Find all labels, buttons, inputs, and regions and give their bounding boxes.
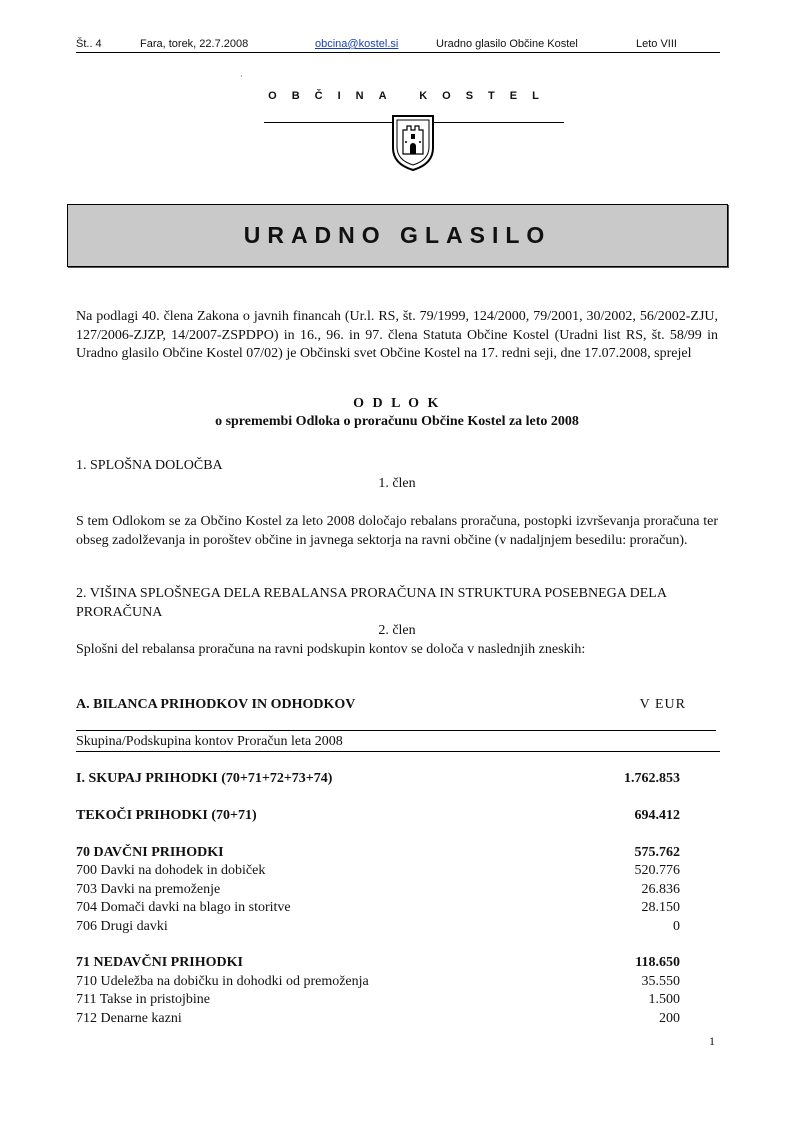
table-row [76,1011,680,1029]
coat-of-arms-icon [389,114,437,177]
row-label: 71 NEDAVČNI PRIHODKI [76,955,243,970]
table-title [76,697,716,713]
row-value: 1.500 [648,992,680,1007]
row-label: 700 Davki na dohodek in dobiček [76,863,266,878]
table-row [76,808,680,826]
table-row [76,863,680,881]
row-value: 694.412 [634,808,680,823]
section2-heading: 2. VIŠINA SPLOŠNEGA DELA REBALANSA PRORAČUNA IN STRUKTURA POSEBNEGA DELA PRORAČUNA [76,586,667,620]
row-value: 118.650 [635,955,680,970]
email-link[interactable]: obcina@kostel.si [315,38,399,50]
table-row [76,919,680,937]
section1-article: 1. člen [378,476,416,491]
row-value: 200 [659,1011,680,1026]
table-row [76,771,680,789]
row-value: 28.150 [641,900,680,915]
decree-subtitle: o spremembi Odloka o proračunu Občine Kostel za leto 2008 [215,414,579,429]
decorative-dot: · [240,72,243,81]
table-row [76,974,680,992]
row-label: 704 Domači davki na blago in storitve [76,900,291,915]
row-label: TEKOČI PRIHODKI (70+71) [76,808,257,823]
row-value: 26.836 [641,882,680,897]
row-label: 710 Udeležba na dobičku in dohodki od premoženja [76,974,369,989]
row-label: 703 Davki na premoženje [76,882,221,897]
row-value: 0 [673,919,680,934]
table-row [76,900,680,918]
title-banner [67,204,728,267]
column-header: Skupina/Podskupina kontov Proračun leta 2008 [76,734,343,749]
row-label: 706 Drugi davki [76,919,168,934]
section1-heading: 1. SPLOŠNA DOLOČBA [76,458,223,473]
intro-paragraph: Na podlagi 40. člena Zakona o javnih financah (Ur.l. RS, št. 79/1999, 124/2000, 79/2001, 30/2002, 56/2002-ZJU, 127/2006-ZJZP, 14/2007-ZSPDPO) in 16., 96. in 97. člena Statuta Občine Kostel (Uradni list RS, št. 58/99 in Uradno glasilo Občine Kostel 07/02) je Občinski svet Občine Kostel na 17. redni seji, dne 17.07.2008, sprejel [76,309,718,361]
municipality-name: OBČINA KOSTEL [268,90,554,102]
table-row [76,845,680,863]
row-value: 1.762.853 [624,771,680,786]
section1-text: S tem Odlokom se za Občino Kostel za leto 2008 določajo rebalans proračuna, postopki izvrševanja proračuna ter obseg zadolževanja in poroštev občine in javnega sektorja na ravni občine (v nadaljnjem besedilu: proračun). [76,514,718,548]
table-row [76,955,680,973]
row-value: 35.550 [641,974,680,989]
table-row [76,992,680,1010]
table-rule-bottom [76,751,720,752]
table-row [76,882,680,900]
row-label: 70 DAVČNI PRIHODKI [76,845,224,860]
row-label: I. SKUPAJ PRIHODKI (70+71+72+73+74) [76,771,333,786]
row-value: 520.776 [634,863,680,878]
issue-date: Fara, torek, 22.7.2008 [140,38,249,50]
row-label: 712 Denarne kazni [76,1011,182,1026]
page-number: 1 [709,1034,715,1048]
table-title-text: A. BILANCA PRIHODKOV IN ODHODKOV [76,697,356,712]
section2-article: 2. člen [378,623,416,638]
issue-number: Št.. 4 [76,38,102,50]
row-value: 575.762 [634,845,680,860]
publication-name: Uradno glasilo Občine Kostel [436,38,578,50]
table-rule-top [76,730,716,731]
document-title: URADNO GLASILO [243,222,552,248]
section2-text: Splošni del rebalansa proračuna na ravni podskupin kontov se določa v naslednjih zneskih: [76,642,586,657]
running-header [76,38,720,53]
row-label: 711 Takse in pristojbine [76,992,210,1007]
volume-year: Leto VIII [636,38,677,50]
decree-title: O D L O K [353,396,441,411]
currency-label: V EUR [639,697,686,712]
